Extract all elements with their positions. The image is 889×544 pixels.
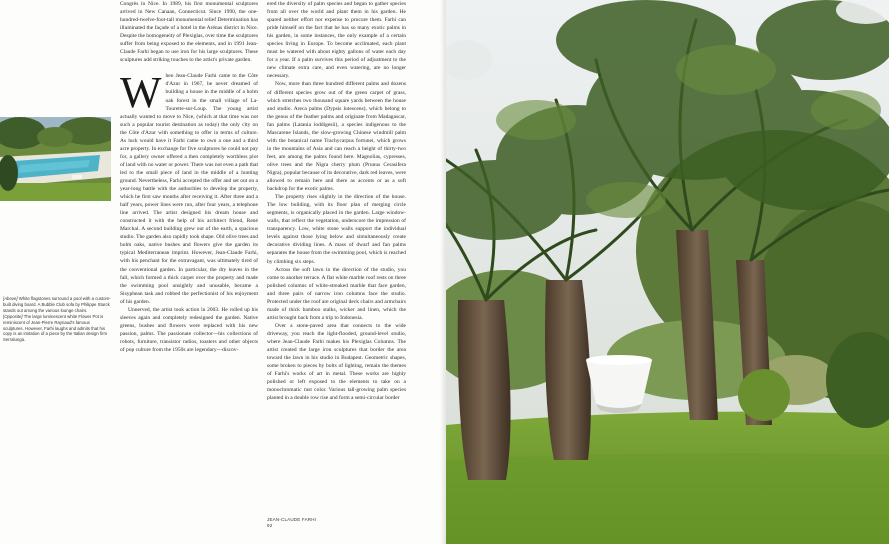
caption-opposite-label: [Opposite] <box>3 313 23 319</box>
text-column-2 <box>267 0 406 530</box>
running-footer-name: JEAN-CLAUDE FARHI <box>267 517 317 522</box>
paragraph: Now, more than three hundred different palms and dozens of different species grow out of the green carpet of grass, which stretches two thousand square yards between the house and studio. Areca palms (Dypsis lutescens), which belong to the genus of the feather palms and originate from Madagascar, fan palms (Latania loddigesii), a species indigenous to the Mascarene Islands, the slow-growing Chinese windmill palm with the botanical name Trachycarpus fortunei, which grows in the mountains of Asia and can reach a height of thirty-two feet, are among the palms found here. Magnolias, cypresses, olive trees and the Nigra cherry plum (Prunus Cerasifera Nigra), popular because of its decorative, dark red leaves, were allowed to remain here and there as accents or as a soft backdrop for the exotic palms. <box>267 81 406 193</box>
paragraph-text: hen Jean-Claude Farhi came to the Côte d'Azur in 1967, he never dreamed of building a house in the middle of a holm oak forest in the small village of La-Tourette-sur-Loup. The young artist actually wanted to move to Nice, (which at that time was not such a popular tourist destination as today) the only city on the Côte d'Azur with something to offer in terms of culture. As luck would have it Farhi came to own a one and a third acre property. In exchange for five sculptures he could not pay for, a gallery owner offered a then completely worthless plot of land with no water or power. There was not even a path that led to the small piece of land in the middle of a hunting ground. Nevertheless, Farhi accepted the offer and set out on a year-long battle with the authorities to develop the property, which he first saw months after receiving it. After three and a half years, power lines were run, after four years, a telephone line arrived. The artist designed his dream house and constructed it with the help of his architect friend, René Marchal. A second building grew out of the earth, a spacious studio. The garden also rapidly took shape. Old olive trees and holm oaks, native bushes and flowers give the garden its typical Mediterranean imprint. However, Jean-Claude Farhi, with his penchant for the extravagant, was ultimately tired of the conventional garden. In particular, the dry leaves in the fall, which formed a thick carpet over the property and made the swimming pool unsightly and unusable, became a Sisyphean task and robbed the perfectionist of his enjoyment of his garden. <box>120 73 258 305</box>
caption-opposite <box>3 314 111 344</box>
caption-above-text: White flagstones surround a pool with a custom-built diving board. A Bubble Club sofa by Philippe Starck stands out among the various lounge chairs. <box>3 296 111 313</box>
paragraph: Congrès in Nice. In 1989, his first monumental sculptures arrived in New Canaan, Connecticut. Since 1990, the one-hundred-twelve-foot-tall monumental relief Determination has illuminated the façade of a hotel in the Arénas district in Nice. Despite the homogeneity of Plexiglas, over time the sculptures suffer from being exposed to the elements, and in 1991 Jean-Claude Farhi began to use iron for his large sculptures. These sculptures add striking touches to the artist's private garden. <box>120 1 258 64</box>
caption-above-label: [Above] <box>3 296 18 301</box>
photo-captions <box>3 296 111 343</box>
pool-photo <box>0 117 111 201</box>
paragraph: Over a stone-paved area that connects to the wide driveway, you reach the light-flooded, ground-level studio, where Jean-Claude Farhi makes his Plexiglas Columns. The artist created the large iron sculptures that border the area toward the lawn in his studio in Budapest. Geometric shapes, some broken to pieces by bolts of lighting, remain the themes of Farhi's works of art in metal. These works are highly polished or left exposed to the elements to take on a monochromatic rust color. Various tall-growing palm species planted in a double row rise and form a semi-circular border <box>267 322 406 402</box>
page-number: 92 <box>267 523 273 528</box>
garden-photo <box>446 0 889 544</box>
caption-above <box>3 296 111 314</box>
page-footer <box>267 517 316 529</box>
paragraph: Across the soft lawn in the direction of the studio, you come to another terrace. A flat white marble roof rests on three polished columns of white-streaked marble that face garden, and three pairs of narrow iron columns face the studio. Protected under the roof are original deck chairs and armchairs made of thick bamboo stalks, wicker and linen, which the artist brought back from a trip to Indonesia. <box>267 266 406 321</box>
paragraph: Unnerved, the artist took action in 2003. He rolled up his sleeves again and completely redesigned the garden. Native greens, bushes and flowers were replaced with his new passion, palms. The passionate collector—his collections of robots, furniture, transistor radios, toasters and other objects of pop culture from the 1950s are legendary—discov- <box>120 306 258 353</box>
paragraph: The property rises slightly in the direction of the house. The low building, with its floor plan of merging circle segments, is organically placed in the garden. Large window-walls, that reflect the vegetation, underscore the impression of transparency. Low, white stone walls support the individual levels against those lying below and simultaneously create decorative dividing lines. A mass of dwarf and fan palms separates the house from the swimming pool, which is reached by climbing six steps. <box>267 194 406 265</box>
paragraph-dropcap <box>120 68 258 305</box>
paragraph: ered the diversity of palm species and began to gather species from all over the world and plant them in his garden. He spared neither effort nor expense to procure them. Farhi can pride himself on the fact that he has so many exotic palms in his garden, in some instances, the only example of a certain species living in Europe. To become acclimated, each plant must be watered with about eighty gallons of water each day for a year. If a palm survives this period of adjustment to the new climate extra care, and even watering, are no longer necessary. <box>267 1 406 80</box>
drop-cap: W <box>120 68 162 118</box>
text-column-1 <box>120 0 258 530</box>
caption-opposite-text: The large luminescent white Flower Pot is reminiscent of Jean-Pierre Raynaud's famous sculptures. However, Farhi laughs and admits that his copy is an imitation of a piece by the Italian design firm Serralunga. <box>3 313 108 343</box>
